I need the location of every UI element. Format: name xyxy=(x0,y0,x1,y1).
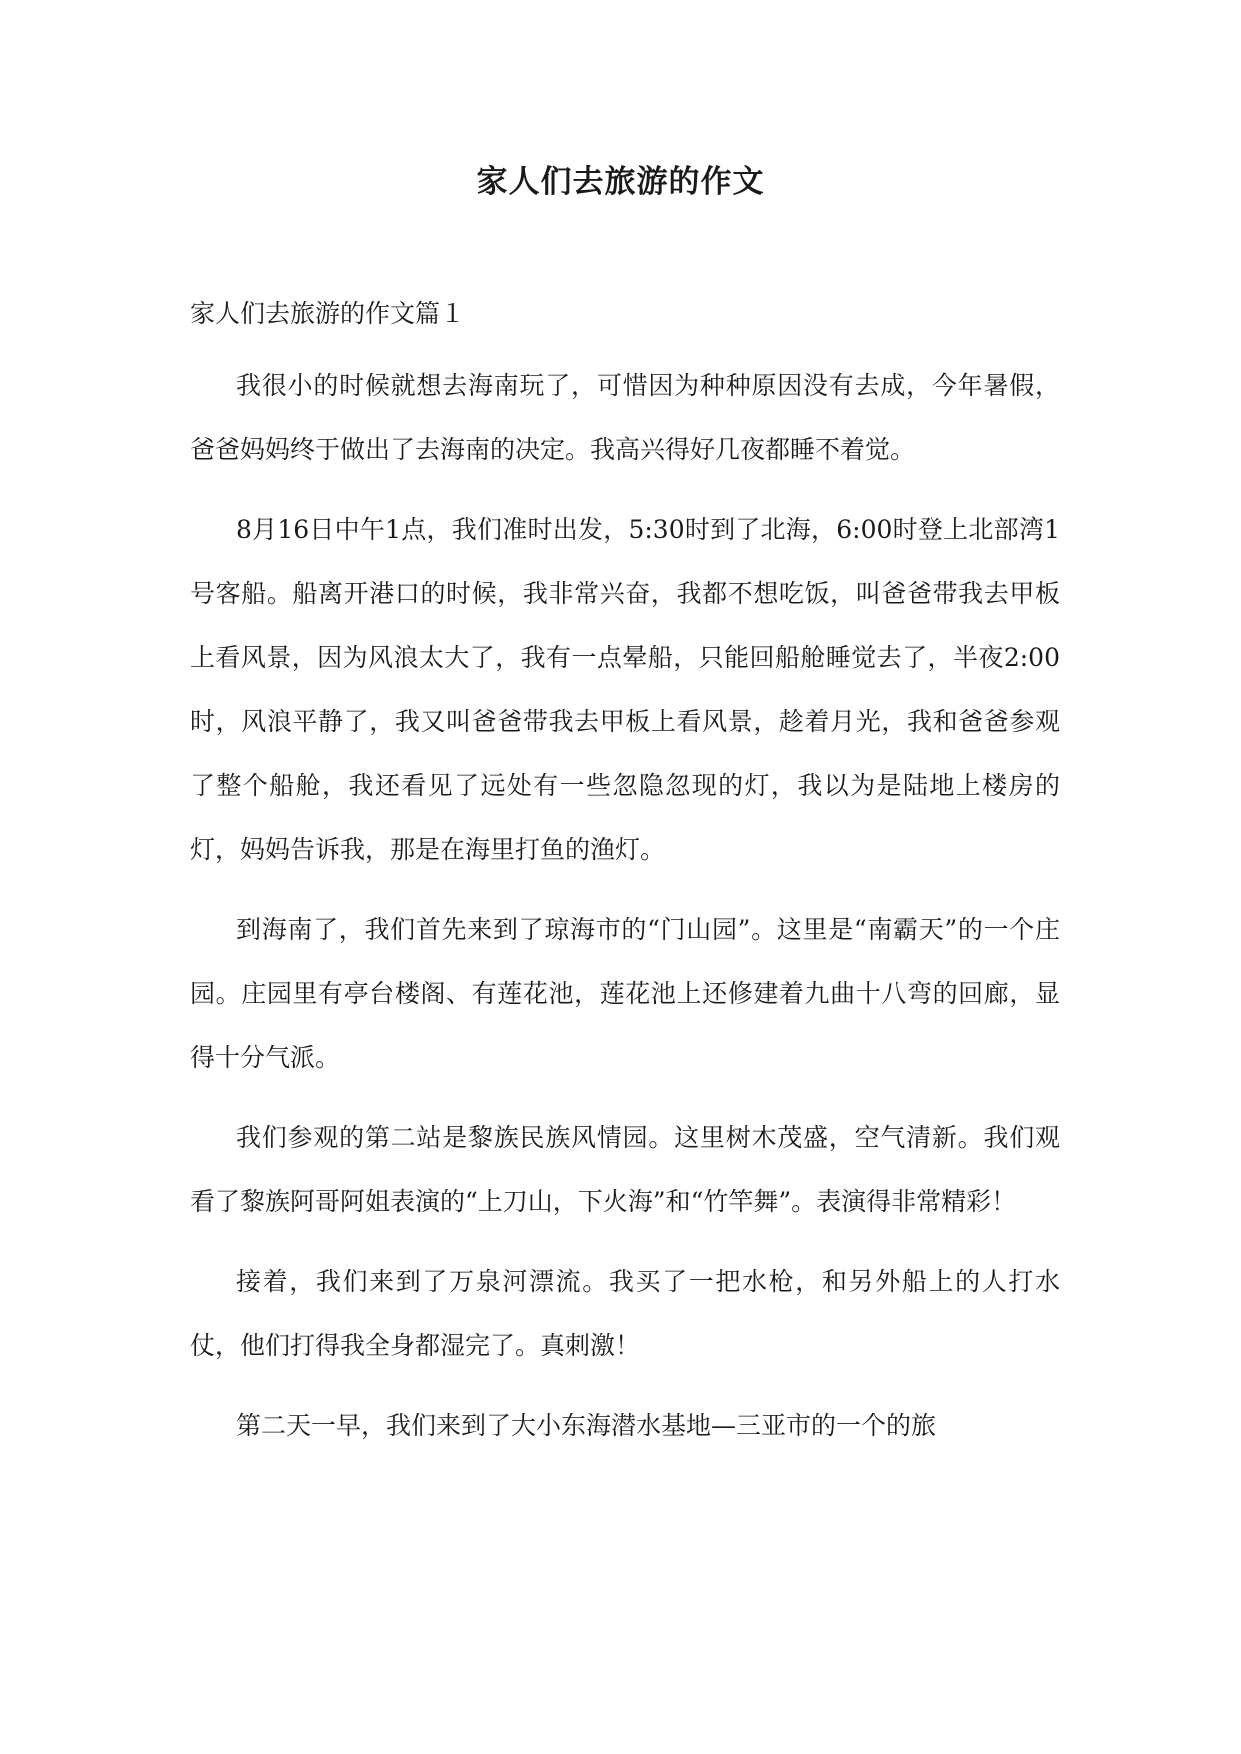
paragraph-4: 我们参观的第二站是黎族民族风情园。这里树木茂盛，空气清新。我们观看了黎族阿哥阿姐表演的“上刀山，下火海”和“竹竿舞”。表演得非常精彩！ xyxy=(190,1123,1060,1216)
section-heading: 家人们去旅游的作文篇１ xyxy=(190,299,466,328)
document-body xyxy=(190,290,1060,1474)
paragraph-1: 我很小的时候就想去海南玩了，可惜因为种种原因没有去成，今年暑假，爸爸妈妈终于做出了去海南的决定。我高兴得好几夜都睡不着觉。 xyxy=(190,371,1060,464)
paragraph-5: 接着，我们来到了万泉河漂流。我买了一把水枪，和另外船上的人打水仗，他们打得我全身都湿完了。真刺激！ xyxy=(190,1267,1060,1360)
paragraph-2: 8月16日中午1点，我们准时出发，5:30时到了北海，6:00时登上北部湾1号客船。船离开港口的时候，我非常兴奋，我都不想吃饭，叫爸爸带我去甲板上看风景，因为风浪太大了，我有一点晕船，只能回船舱睡觉去了，半夜2:00时，风浪平静了，我又叫爸爸带我去甲板上看风景，趁着月光，我和爸爸参观了整个船舱，我还看见了远处有一些忽隐忽现的灯，我以为是陆地上楼房的灯，妈妈告诉我，那是在海里打鱼的渔灯。 xyxy=(190,515,1060,864)
document-title: 家人们去旅游的作文 xyxy=(476,164,765,200)
paragraph-3: 到海南了，我们首先来到了琼海市的“门山园”。这里是“南霸天”的一个庄园。庄园里有亭台楼阁、有莲花池，莲花池上还修建着九曲十八弯的回廊，显得十分气派。 xyxy=(190,915,1060,1072)
paragraph-6: 第二天一早，我们来到了大小东海潜水基地—三亚市的一个的旅 xyxy=(236,1411,937,1440)
